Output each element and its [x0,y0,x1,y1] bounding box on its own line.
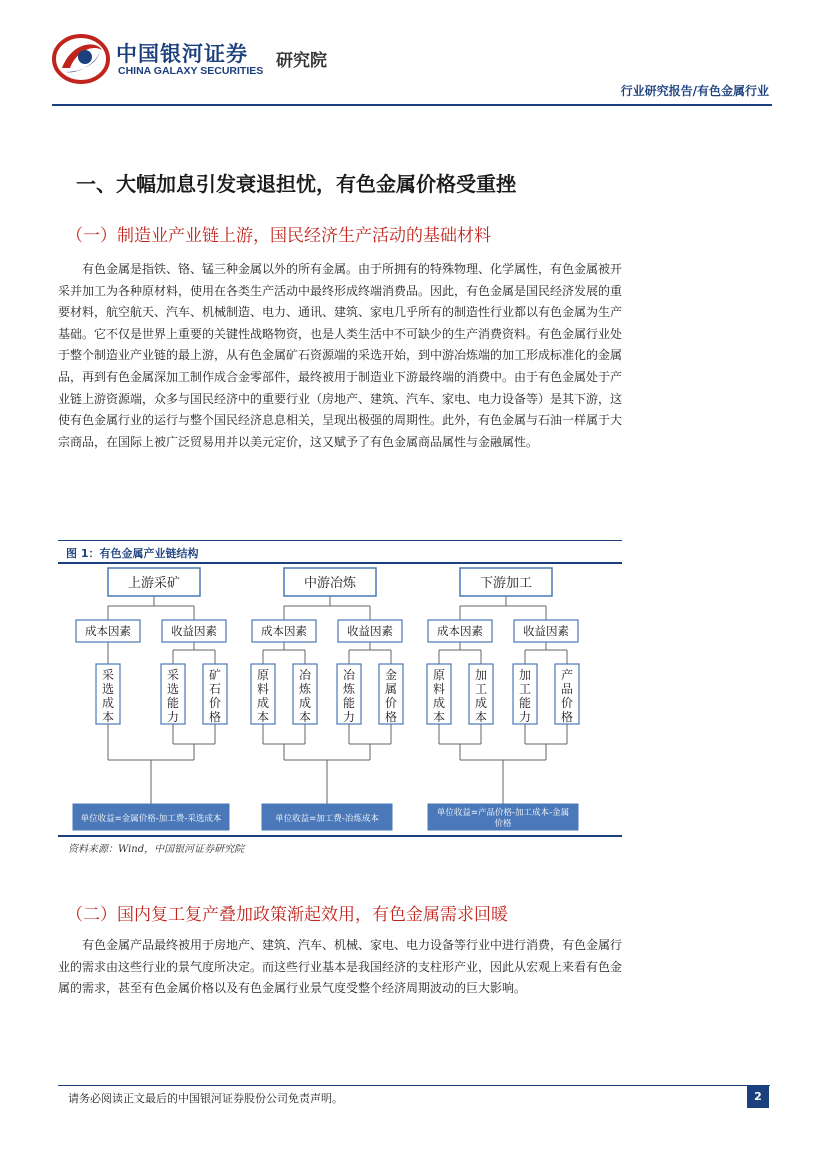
formula-label: 单位收益=加工费-冶炼成本 [275,814,379,824]
header-divider [52,104,772,106]
cost-item-label-char: 本 [256,710,270,724]
income-item-label-char: 产 [560,668,574,682]
section-title: 一、大幅加息引发衰退担忧，有色金属价格受重挫 [76,172,516,196]
figure-top-rule [58,540,622,541]
income-item-label-char: 矿 [208,668,222,682]
income-item-label-char: 格 [384,710,398,724]
galaxy-logo-icon [52,34,110,84]
cost-item-label-char: 成 [474,696,488,710]
cost-item-label-char: 采 [101,668,115,682]
cost-factor-label: 成本因素 [261,624,307,638]
formula-label: 价格 [494,819,512,829]
cost-factor-label: 成本因素 [85,624,131,638]
income-factor-label: 收益因素 [171,624,217,638]
figure-title: 图 1：有色金属产业链结构 [66,547,199,560]
figure-source: 资料来源：Wind，中国银河证券研究院 [68,844,245,855]
income-item-label-char: 加 [518,668,532,682]
income-item-label-char: 能 [166,696,180,710]
cost-item-label-char: 料 [432,682,446,696]
cost-item-label-char: 冶 [298,668,312,682]
footer-divider [58,1085,770,1086]
cost-item-label-char: 选 [101,682,115,696]
income-item-label-char: 金 [384,668,398,682]
cost-item-label-char: 本 [432,710,446,724]
logo-chinese-name: 中国银河证券 [116,42,248,66]
formula-label: 单位收益=金属价格-加工费-采选成本 [80,814,222,824]
cost-item-label-char: 料 [256,682,270,696]
cost-item-label-char: 成 [256,696,270,710]
income-item-label-char: 采 [166,668,180,682]
paragraph-2: 有色金属产品最终被用于房地产、建筑、汽车、机械、家电、电力设备等行业中进行消费，有色金属行业的需求由这些行业的景气度所决定。而这些行业基本是我国经济的支柱形产业，因此从宏观上来看有色金属的需求，甚至有色金属价格以及有色金属行业景气度受整个经济周期波动的巨大影响。 [58,938,623,996]
income-item-label-char: 力 [166,710,180,724]
income-item-label-char: 能 [342,696,356,710]
cost-item-label-char: 加 [474,668,488,682]
cost-item-label-char: 本 [101,710,115,724]
income-item-label-char: 格 [560,710,574,724]
income-item-label-char: 能 [518,696,532,710]
income-item-label-char: 格 [208,710,222,724]
paragraph-1: 有色金属是指铁、铬、锰三种金属以外的所有金属。由于所拥有的特殊物理、化学属性，有色金属被开采并加工为各种原材料，使用在各类生产活动中最终形成终端消费品。因此，有色金属是国民经济发展的重要材料，航空航天、汽车、机械制造、电力、通讯、建筑、家电几乎所有的制造性行业都以有色金属为生产基础。它不仅是世界上重要的关键性战略物资，也是人类生活中不可缺少的生产消费资料。有色金属行业处于整个制造业产业链的最上游，从有色金属矿石资源端的采选开始，到中游冶炼端的加工形成标准化的金属品，再到有色金属深加工制作成合金零部件，最终被用于制造业下游最终端的消费中。由于有色金属处于产业链上游资源端，众多与国民经济中的重要行业（房地产、建筑、汽车、家电、电力设备等）是其下游，这使有色金属行业的运行与整个国民经济息息相关，呈现出极强的周期性。此外，有色金属与石油一样属于大宗商品，在国际上被广泛贸易用并以美元定价，这又赋予了有色金属商品属性与金融属性。 [58,262,623,449]
logo-institute: 研究院 [276,51,327,71]
cost-item-label-char: 原 [256,668,270,682]
cost-item-label-char: 原 [432,668,446,682]
logo-english-name: CHINA GALAXY SECURITIES [118,65,264,77]
report-category: 行业研究报告/有色金属行业 [620,84,769,98]
cost-item-label-char: 成 [101,696,115,710]
cost-item-label-char: 成 [298,696,312,710]
income-item-label-char: 价 [560,696,574,710]
income-item-label-char: 价 [384,696,398,710]
income-item-label-char: 价 [208,696,222,710]
income-factor-label: 收益因素 [523,624,569,638]
cost-item-label-char: 工 [474,682,488,696]
formula-label: 单位收益=产品价格-加工成本-金属 [436,808,570,818]
income-item-label-char: 炼 [342,682,356,696]
income-item-label-char: 力 [342,710,356,724]
chain-stage-label: 下游加工 [479,576,533,591]
company-logo [52,34,352,84]
page-number: 2 [747,1086,769,1108]
income-factor-label: 收益因素 [347,624,393,638]
income-item-label-char: 工 [518,682,532,696]
income-item-label-char: 力 [518,710,532,724]
cost-item-label-char: 本 [298,710,312,724]
chain-stage-label: 上游采矿 [127,576,181,591]
subsection-title-2: （二）国内复工复产叠加政策渐起效用，有色金属需求回暖 [66,905,508,925]
income-item-label-char: 品 [560,682,574,696]
footer-disclaimer: 请务必阅读正文最后的中国银河证券股份公司免责声明。 [68,1092,343,1105]
subsection-title-1: （一）制造业产业链上游，国民经济生产活动的基础材料 [66,226,491,246]
income-item-label-char: 石 [208,682,222,696]
cost-item-label-char: 炼 [298,682,312,696]
figure-bottom-rule [58,835,622,837]
income-item-label-char: 选 [166,682,180,696]
chain-stage-label: 中游冶炼 [303,576,357,591]
income-item-label-char: 属 [384,682,398,696]
cost-item-label-char: 成 [432,696,446,710]
industry-chain-diagram [58,564,622,834]
cost-item-label-char: 本 [474,710,488,724]
cost-factor-label: 成本因素 [437,624,483,638]
income-item-label-char: 冶 [342,668,356,682]
